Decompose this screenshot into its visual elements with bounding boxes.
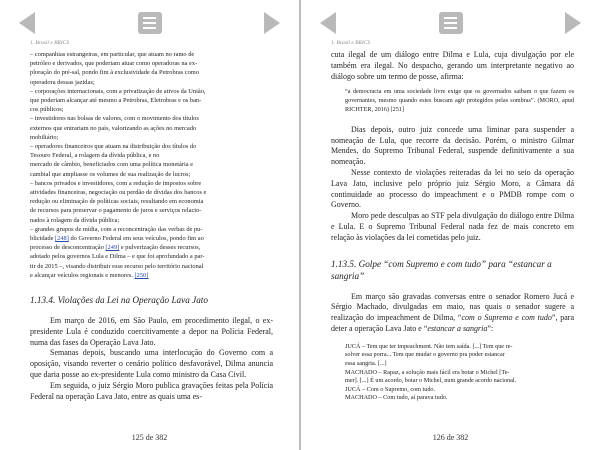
list-text: e alcançar veículos regionais e menores. bbox=[30, 271, 135, 279]
footnote-link-250[interactable]: [250] bbox=[134, 271, 149, 279]
paragraph: Em seguida, o juiz Sérgio Moro publica gravações feitas pela Polícia Federal na operação Lava Jato, entre as quais uma es- bbox=[30, 380, 273, 401]
list-line: cos públicos; bbox=[30, 106, 64, 114]
arrow-left-icon bbox=[19, 12, 35, 34]
list-line bbox=[30, 234, 273, 243]
page-number: 125 de 382 bbox=[131, 433, 168, 442]
menu-button[interactable] bbox=[135, 8, 165, 38]
emphasis: com o Supremo e com tudo bbox=[461, 313, 552, 323]
list-line bbox=[30, 243, 273, 252]
list-line: externos que entrariam no país, valorizando as ações no mercado bbox=[30, 124, 197, 132]
list-text: e pulverização desses recursos, bbox=[119, 244, 201, 252]
menu-icon bbox=[439, 12, 463, 34]
page-content bbox=[30, 50, 273, 422]
section-heading: 1.13.4. Violações da Lei na Operação Lava Jato bbox=[30, 295, 208, 306]
menu-icon bbox=[138, 12, 162, 34]
quote-text: “a democracia em uma sociedade livre exige que os governados saibam o que fazem os governantes, mesmo quando estes buscam agir protegidos pelas sombras”. (MORO, apud RICHTER, 2016) bbox=[345, 88, 574, 113]
block-quote bbox=[345, 88, 574, 114]
arrow-left-icon bbox=[320, 12, 336, 34]
paragraph: Moro pede desculpas ao STF pela divulgação do diálogo entre Dilma e Lula. E o Supremo Tribunal Federal nada fez de mais concreto em relação às violações da lei cometidas pelo juiz. bbox=[331, 211, 574, 242]
dialog-line: MACHADO – Com tudo, aí parava tudo. bbox=[345, 394, 448, 402]
running-head: 1. Brasil e BRICS bbox=[331, 40, 371, 46]
left-page bbox=[0, 0, 299, 450]
list-line: – operadores financeiros que atuam na distribuição dos títulos do bbox=[30, 143, 197, 151]
dialog-line: MACHADO – Rapaz, a solução mais fácil era botar o Michel [Te- bbox=[345, 368, 510, 376]
list-line: – corporações internacionais, com a privatização de ativos da União, bbox=[30, 87, 206, 95]
dialog-line: mer]. [...] É um acordo, botar o Michel, num grande acordo nacional. bbox=[345, 377, 517, 385]
paragraph bbox=[331, 292, 574, 335]
list-line: Tesouro Federal, a rolagem da dívida pública, e no bbox=[30, 152, 160, 160]
paragraph-text: Em março são gravadas conversas entre o senador Romero Jucá e Sérgio Machado, divulgadas em maio, nas quais o senador sugere a realização do impeachment de Dilma, “ bbox=[331, 291, 574, 323]
list-line: mercado de câmbio, beneficiados com uma política monetária e bbox=[30, 161, 194, 169]
list-line: redução ou eliminação de políticas sociais, resultando em economia bbox=[30, 198, 204, 206]
list-line: nados à rolagem da dívida pública; bbox=[30, 216, 120, 224]
next-page-button[interactable] bbox=[558, 8, 588, 38]
list-line: – bancos privados e investidores, com a redução de impostos sobre bbox=[30, 179, 202, 187]
dialog-line: solver essa porra... Tem que mudar o governo pra poder estancar bbox=[345, 351, 505, 359]
arrow-right-icon bbox=[264, 12, 280, 34]
list-text: blicidade bbox=[30, 235, 56, 243]
right-page bbox=[301, 0, 600, 450]
list-text: processo de desconcentração bbox=[30, 244, 106, 252]
list-line: tir de 2015 –, visando distribuir esse recurso pelo território nacional bbox=[30, 262, 204, 270]
list-line: – companhias estrangeiras, em particular, que atuam no ramo de bbox=[30, 51, 195, 58]
list-line: – investidores nas bolsas de valores, com o movimento dos títulos bbox=[30, 115, 199, 123]
section-heading: 1.13.5. Golpe “com Supremo e com tudo” para “estancar a sangria” bbox=[331, 258, 552, 281]
list-line: petróleo e derivados, que poderiam atuar como operadoras na ex- bbox=[30, 60, 198, 68]
paragraph-text: ”, para deter a operação Lava Jato e “ bbox=[331, 313, 574, 333]
menu-button[interactable] bbox=[436, 8, 466, 38]
page-content bbox=[331, 50, 574, 422]
footnote-link-248[interactable]: [248] bbox=[55, 235, 69, 243]
list-line bbox=[30, 271, 273, 280]
list-line: cambial que ampliasse os volumes de sua realização de lucros; bbox=[30, 170, 191, 178]
paragraph-text: ”: bbox=[487, 323, 494, 333]
list-line: mobiliário; bbox=[30, 133, 59, 141]
paragraph: Semanas depois, buscando uma interlocução do Governo com a oposição, visando reverter o cenário político desfavorável, Dilma anuncia que daria posse ao ex-presidente Lula como ministro da Casa Civil. bbox=[30, 348, 273, 380]
paragraph: Em março de 2016, em São Paulo, em procedimento ilegal, o ex-presidente Lula é conduzido coercitivamente a depor na Polícia Federal, numa das fases da Operação Lava Jato. bbox=[30, 316, 273, 347]
dialog-quote bbox=[331, 343, 574, 403]
list-line: ploração do pré-sal, pondo fim à exclusividade da Petrobras como bbox=[30, 69, 199, 77]
dialog-line: essa sangria. [...] bbox=[345, 359, 387, 367]
page-number: 126 de 382 bbox=[432, 433, 469, 442]
viewer-nav bbox=[0, 8, 299, 40]
paragraph: cuta ilegal de um diálogo entre Dilma e Lula, cuja divulgação por ele também era ilegal. No despacho, gerando um interpretante negativo ao diálogo sobre um termo de posse, afirma: bbox=[331, 50, 574, 81]
emphasis: estancar a sangria bbox=[427, 323, 488, 333]
list-line: operadora dessas jazidas; bbox=[30, 78, 95, 86]
footnote-link-249[interactable]: [249] bbox=[105, 244, 120, 252]
footnote-link-251[interactable]: [251] bbox=[390, 105, 404, 113]
list-line: – grandes grupos de mídia, com a reconcentração das verbas de pu- bbox=[30, 225, 203, 233]
list-line: adotado pelos governos Lula e Dilma – e que foi aprofundado a par- bbox=[30, 253, 205, 261]
running-head: 1. Brasil e BRICS bbox=[30, 40, 70, 46]
paragraph: Dias depois, outro juiz concede uma liminar para suspender a nomeação de Lula, que recorre da decisão. Porém, o ministro Gilmar Mendes, do Supremo Tribunal Federal, suspende definitivamente a sua nomeação. bbox=[331, 124, 574, 167]
prev-page-button[interactable] bbox=[12, 8, 42, 38]
paragraph: Nesse contexto de violações reiteradas da lei no seio da operação Lava Jato, inclusive pelo próprio juiz Sérgio Moro, a Câmara dá continuidade ao processo do impeachment e o PMDB rompe com o Governo. bbox=[331, 167, 574, 210]
list-line: que poderiam alcançar até mesmo a Petrobras, Eletrobras e os ban- bbox=[30, 97, 202, 105]
list-line: de recursos para preservar o pagamento de juros e serviços relacio- bbox=[30, 207, 202, 215]
beneficiaries-list bbox=[30, 50, 273, 280]
list-line: atividades financeiras, negociação ou perdão de dívidas dos bancos e bbox=[30, 189, 207, 197]
viewer-nav bbox=[301, 8, 600, 40]
arrow-right-icon bbox=[565, 12, 581, 34]
list-text: do Governo Federal em seus veículos, pondo fim ao bbox=[68, 235, 204, 243]
next-page-button[interactable] bbox=[257, 8, 287, 38]
dialog-line: JUCÁ – Tem que ter impeachment. Não tem saída. [...] Tem que re- bbox=[345, 342, 513, 350]
prev-page-button[interactable] bbox=[313, 8, 343, 38]
dialog-line: JUCÁ – Com o Supremo, com tudo. bbox=[345, 385, 436, 393]
